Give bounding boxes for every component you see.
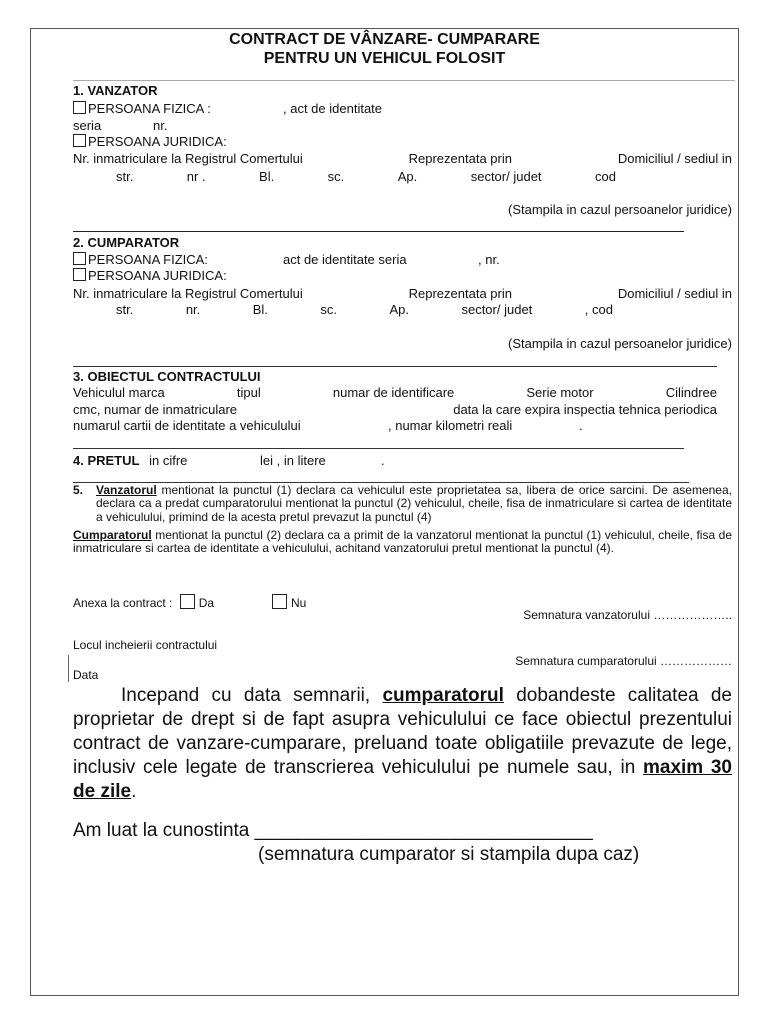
vanzatorul-word: Vanzatorul [96,483,157,497]
buyer-address-row [116,302,613,318]
kilometri-dot: . [579,418,583,433]
sector-label: sector/ judet [470,169,542,184]
seller-pj-checkbox[interactable] [73,134,86,147]
vehicle-row-2 [73,402,717,418]
price-lei-label: lei , in litere [260,453,326,468]
price-dot: . [381,453,385,468]
contract-subtitle: PENTRU UN VEHICUL FOLOSIT [263,50,506,67]
section-1-heading: 1. VANZATOR [73,83,158,98]
seller-address-row [116,169,616,185]
acknowledgement-label: Am luat la cunostinta [73,820,250,841]
ap-label: Ap. [389,302,409,317]
carte-identitate-label: numarul cartii de identitate a vehiculului [73,418,301,433]
domiciliu-label: Domiciliul / sediul in [617,151,732,166]
seller-underline [73,231,684,232]
buyer-declaration [73,529,732,556]
nr-label: nr. [185,302,201,317]
buyer-nr-label: , nr. [478,252,500,267]
anexa-nu-checkbox[interactable] [272,594,287,609]
sc-label: sc. [320,302,338,317]
registry-label: Nr. inmatriculare la Registrul Comertului [73,286,303,301]
cumparatorul-text: mentionat la punctul (2) declara ca a primit de la vanzatorul mentionat la punctul (1) vehiculul, cheile, fisa de inmatriculare si cartea de identitate a vehiculului, achitand vanzatorului pretul mentionat la punctul (4). [73,528,732,556]
anexa-nu-row [272,594,306,610]
bl-label: Bl. [252,302,268,317]
anexa-label: Anexa la contract : [73,596,173,610]
sector-label: sector/ judet [461,302,533,317]
str-label: str. [116,169,134,184]
section-5-number: 5. [73,483,84,497]
buyer-stamp-note: (Stampila in cazul persoanelor juridice) [508,336,732,351]
buyer-registry-row [73,286,732,302]
bl-label: Bl. [259,169,275,184]
kilometri-label: , numar kilometri reali [388,418,513,433]
vehicle-underline [73,448,684,449]
reprezentata-label: Reprezentata prin [408,151,512,166]
nr-label: nr . [186,169,206,184]
price-cifre-label: in cifre [149,453,188,468]
inmatriculare-label: cmc, numar de inmatriculare [73,402,237,417]
inspectie-label: data la care expira inspectia tehnica periodica [453,402,717,417]
cilindree-label: Cilindree [665,385,717,400]
final-p1-bold: cumparatorul [382,685,504,706]
contract-title: CONTRACT DE VÂNZARE- CUMPARARE [229,31,540,48]
str-label: str. [116,302,134,317]
buyer-pj-checkbox[interactable] [73,268,86,281]
buyer-pf-checkbox[interactable] [73,252,86,265]
seller-pf-label: PERSOANA FIZICA : [88,101,211,116]
seller-nr-label: nr. [153,118,168,133]
buyer-pf-label: PERSOANA FIZICA: [88,252,208,267]
section-3-heading: 3. OBIECTUL CONTRACTULUI [73,369,261,384]
buyer-act-label: act de identitate seria [283,252,407,267]
acknowledgement-line: ________________________________ [254,820,593,841]
section-2-heading: 2. CUMPARATOR [73,235,180,250]
seller-seria-label: seria [73,118,102,133]
section-4-heading: 4. PRETUL [73,453,140,468]
anexa-row [73,594,214,610]
seller-pf-checkbox[interactable] [73,101,86,114]
final-p1: Incepand cu data semnarii, [121,685,383,706]
price-row [73,453,187,469]
seller-signature: Semnatura vanzatorului ……………….. [523,608,732,622]
buyer-pf-row [73,252,208,268]
seller-declaration [96,484,732,524]
buyer-pj-label: PERSOANA JURIDICA: [88,268,227,283]
ap-label: Ap. [397,169,418,184]
signature-note: (semnatura cumparator si stampila dupa caz) [258,844,640,865]
acknowledgement-row [73,819,593,843]
seller-pf-row [73,101,211,117]
identificare-label: numar de identificare [332,385,455,400]
cod-label: cod [595,169,616,184]
seller-pj-row [73,134,227,150]
seller-act-label: , act de identitate [283,101,383,116]
seller-registry-row [73,151,732,167]
divider [73,80,735,81]
margin-bar [68,655,69,682]
tipul-label: tipul [236,385,261,400]
anexa-nu-label: Nu [291,596,307,610]
final-p1-end: . [131,781,137,802]
seller-stamp-note: (Stampila in cazul persoanelor juridice) [508,202,732,217]
marca-label: Vehiculul marca [73,385,165,400]
buyer-underline [73,366,717,367]
buyer-signature: Semnatura cumparatorului ……………… [515,654,732,668]
cod-label: , cod [584,302,613,317]
anexa-da-checkbox[interactable] [180,594,195,609]
contract-location-label: Locul incheierii contractului [73,638,218,652]
final-p1-bold2: maxim 30 de zile [73,757,732,802]
registry-label: Nr. inmatriculare la Registrul Comertului [73,151,303,166]
sc-label: sc. [327,169,345,184]
serie-motor-label: Serie motor [526,385,594,400]
vanzatorul-text: mentionat la punctul (1) declara ca vehiculul este proprietatea sa, libera de orice sarcini. De asemenea, declara ca a predat cumparatorului mentionat la punctul (2) vehiculul, cheile, fisa de inmatriculare si cartea de identitate a vehiculului, primind de la acesta pretul prevazut la punctul (4) [96,483,732,524]
seller-pj-label: PERSOANA JURIDICA: [88,134,227,149]
domiciliu-label: Domiciliul / sediul in [617,286,732,301]
reprezentata-label: Reprezentata prin [408,286,512,301]
final-p1-rest: dobandeste calitatea de proprietar de drept si de fapt asupra vehiculului ce face obiectul prezentului contract de vanzare-cumparare, preluand toate obligatiile prevazute de lege, inclusiv cele legate de transcrierea vehiculului pe numele sau, in [73,685,732,778]
buyer-pj-row [73,268,227,284]
anexa-da-label: Da [198,596,215,610]
cumparatorul-word: Cumparatorul [73,528,152,542]
date-label: Data [73,668,99,682]
vehicle-row-1 [73,385,717,401]
ownership-paragraph [73,684,732,804]
